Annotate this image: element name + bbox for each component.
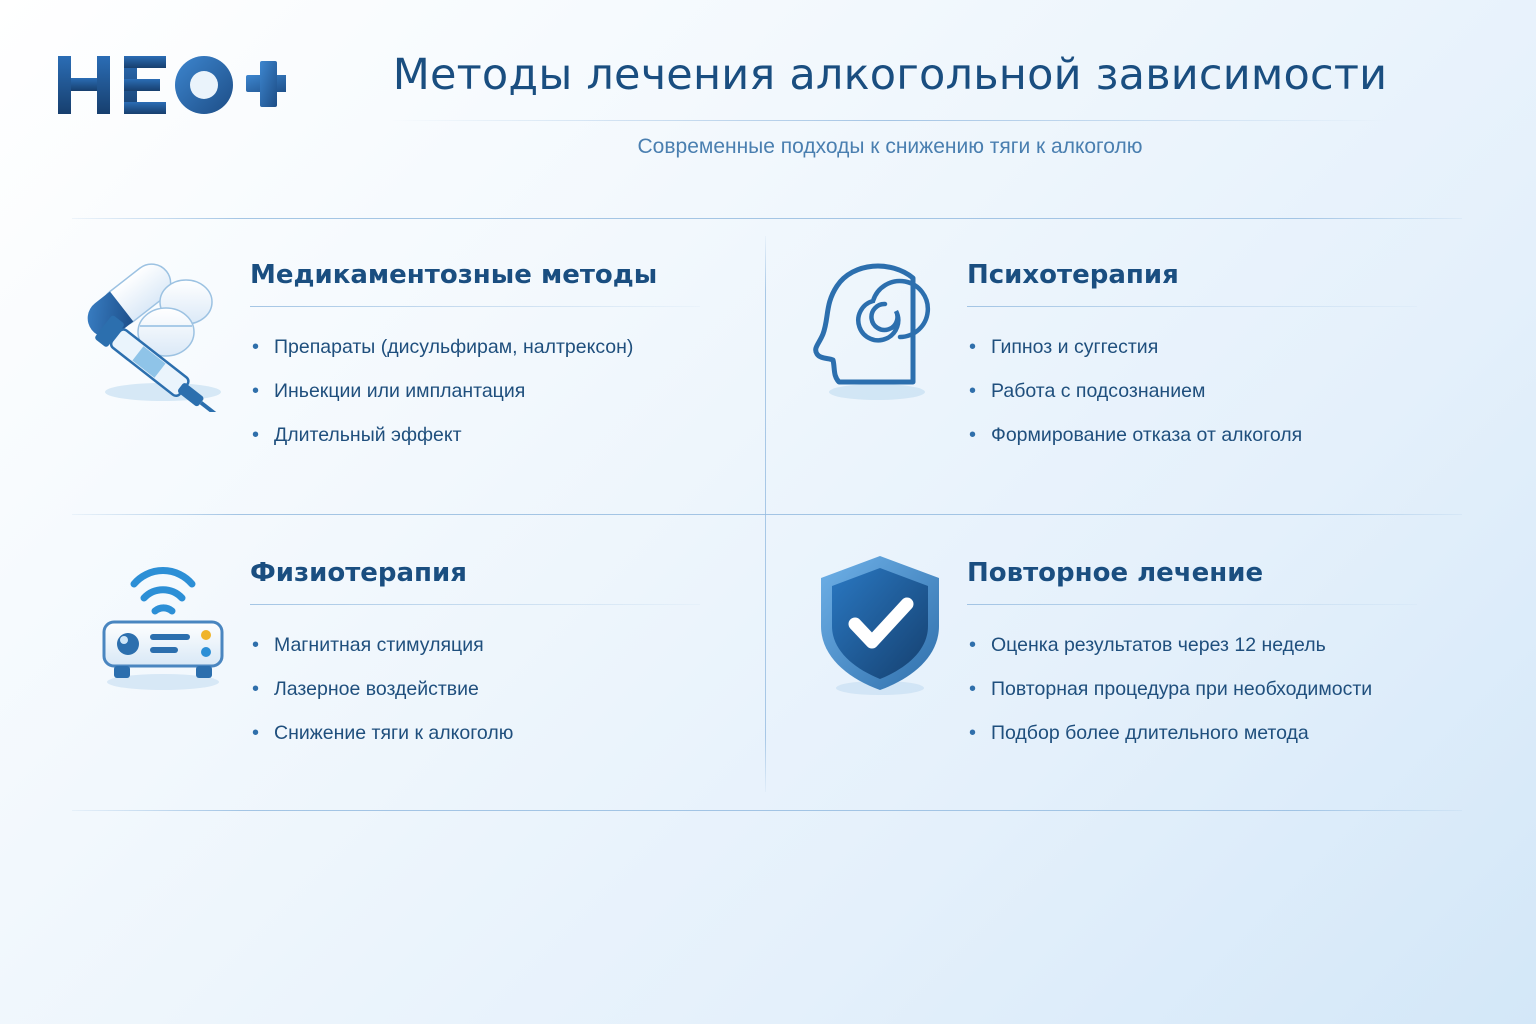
bullet-list (967, 325, 1477, 457)
card-body (967, 534, 1477, 755)
card-body (250, 534, 760, 755)
list-item: • Подбор более длительного метода (967, 711, 1477, 755)
card-title-divider (250, 306, 700, 307)
list-item: • Магнитная стимуляция (250, 623, 760, 667)
list-item: • Препараты (дисульфирам, налтрексон) (250, 325, 760, 369)
card-body (967, 236, 1477, 457)
physiotherapy-device-icon (78, 540, 248, 710)
title-divider (390, 120, 1390, 121)
list-item: • Работа с подсознанием (967, 369, 1477, 413)
list-item: • Иньекции или имплантация (250, 369, 760, 413)
card-title: Физиотерапия (250, 558, 467, 588)
list-item: • Лазерное воздействие (250, 667, 760, 711)
card-body (250, 236, 760, 457)
card-medication (78, 236, 768, 516)
shield-check-icon (795, 540, 965, 710)
page-subtitle: Современные подходы к снижению тяги к алкоголю (637, 135, 1143, 158)
divider-top (72, 218, 1462, 219)
card-title-divider (967, 604, 1417, 605)
card-title: Медикаментозные методы (250, 260, 658, 290)
list-item: • Оценка результатов через 12 недель (967, 623, 1477, 667)
bullet-list (250, 623, 760, 755)
card-title-divider (967, 306, 1417, 307)
page-title: Методы лечения алкогольной зависимости (392, 50, 1388, 100)
list-item: • Формирование отказа от алкоголя (967, 413, 1477, 457)
bullet-list (250, 325, 760, 457)
list-item: • Снижение тяги к алкоголю (250, 711, 760, 755)
card-title-divider (250, 604, 700, 605)
bullet-list (967, 623, 1477, 755)
card-repeat-treatment (795, 534, 1485, 814)
card-title: Психотерапия (967, 260, 1179, 290)
pills-and-syringe-icon (78, 242, 248, 412)
list-item: • Длительный эффект (250, 413, 760, 457)
card-title: Повторное лечение (967, 558, 1264, 588)
header (0, 34, 1536, 174)
card-psychotherapy (795, 236, 1485, 516)
neo-plus-logo-icon (56, 48, 286, 122)
card-physiotherapy (78, 534, 768, 814)
list-item: • Повторная процедура при необходимости (967, 667, 1477, 711)
head-spiral-hypnosis-icon (795, 242, 965, 412)
list-item: • Гипноз и суггестия (967, 325, 1477, 369)
